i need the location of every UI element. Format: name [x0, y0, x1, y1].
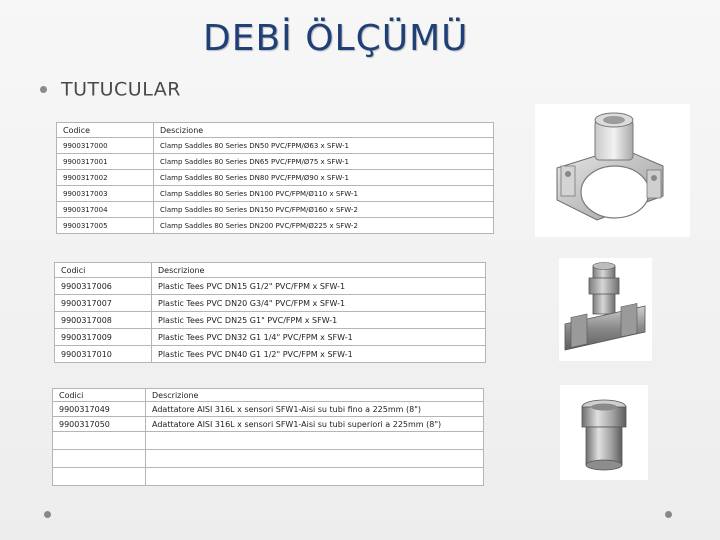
header-description: Descrizione [146, 389, 484, 402]
table-row-empty [53, 450, 484, 468]
table-row [55, 278, 486, 295]
cell-code: 9900317002 [57, 170, 154, 186]
cell-code: 9900317007 [55, 295, 152, 312]
header-code: Codice [57, 123, 154, 138]
bullet-dot-icon [40, 86, 47, 93]
bullet-item [40, 78, 181, 101]
table-row-empty [53, 468, 484, 486]
cell-description: Plastic Tees PVC DN15 G1/2" PVC/FPM x SFW-1 [152, 278, 486, 295]
cell-code: 9900317008 [55, 312, 152, 329]
table-row [53, 417, 484, 432]
cell-empty [146, 468, 484, 486]
table-row [55, 312, 486, 329]
plastic-tees-table [54, 262, 486, 363]
adapters-table [52, 388, 484, 486]
cell-description: Clamp Saddles 80 Series DN150 PVC/FPM/Ø160 x SFW-2 [154, 202, 494, 218]
header-description: Descrizione [152, 263, 486, 278]
cell-description: Clamp Saddles 80 Series DN80 PVC/FPM/Ø90 x SFW-1 [154, 170, 494, 186]
adapter-image [560, 385, 648, 480]
table-row [55, 329, 486, 346]
plastic-tee-image [559, 258, 652, 361]
cell-code: 9900317050 [53, 417, 146, 432]
cell-code: 9900317049 [53, 402, 146, 417]
cell-code: 9900317009 [55, 329, 152, 346]
cell-description: Clamp Saddles 80 Series DN200 PVC/FPM/Ø225 x SFW-2 [154, 218, 494, 234]
cell-code: 9900317010 [55, 346, 152, 363]
table-header-row [55, 263, 486, 278]
table-row [57, 170, 494, 186]
table-header-row [57, 123, 494, 138]
header-code: Codici [55, 263, 152, 278]
table-row [57, 202, 494, 218]
cell-description: Plastic Tees PVC DN32 G1 1/4" PVC/FPM x SFW-1 [152, 329, 486, 346]
cell-description: Plastic Tees PVC DN40 G1 1/2" PVC/FPM x SFW-1 [152, 346, 486, 363]
cell-code: 9900317004 [57, 202, 154, 218]
cell-description: Plastic Tees PVC DN20 G3/4" PVC/FPM x SFW-1 [152, 295, 486, 312]
slide-dot-left-icon [44, 511, 51, 518]
cell-description: Clamp Saddles 80 Series DN100 PVC/FPM/Ø110 x SFW-1 [154, 186, 494, 202]
bullet-text: TUTUCULAR [61, 78, 181, 101]
cell-description: Clamp Saddles 80 Series DN65 PVC/FPM/Ø75 x SFW-1 [154, 154, 494, 170]
cell-description: Adattatore AISI 316L x sensori SFW1-Aisi su tubi fino a 225mm (8") [146, 402, 484, 417]
clamp-saddle-image [535, 104, 690, 237]
cell-empty [53, 432, 146, 450]
table-header-row [53, 389, 484, 402]
cell-description: Plastic Tees PVC DN25 G1" PVC/FPM x SFW-1 [152, 312, 486, 329]
cell-description: Adattatore AISI 316L x sensori SFW1-Aisi su tubi superiori a 225mm (8") [146, 417, 484, 432]
cell-code: 9900317000 [57, 138, 154, 154]
cell-empty [53, 450, 146, 468]
cell-empty [53, 468, 146, 486]
table-row [55, 295, 486, 312]
cell-code: 9900317006 [55, 278, 152, 295]
table-row [57, 218, 494, 234]
cell-empty [146, 432, 484, 450]
cell-code: 9900317005 [57, 218, 154, 234]
header-code: Codici [53, 389, 146, 402]
slide-dot-right-icon [665, 511, 672, 518]
header-description: Descizione [154, 123, 494, 138]
page-title: DEBİ ÖLÇÜMÜ [203, 18, 469, 59]
table-row-empty [53, 432, 484, 450]
table-row [57, 154, 494, 170]
table-row [57, 186, 494, 202]
cell-code: 9900317001 [57, 154, 154, 170]
table-row [53, 402, 484, 417]
clamp-saddles-table [56, 122, 494, 234]
cell-code: 9900317003 [57, 186, 154, 202]
table-row [57, 138, 494, 154]
cell-description: Clamp Saddles 80 Series DN50 PVC/FPM/Ø63 x SFW-1 [154, 138, 494, 154]
table-row [55, 346, 486, 363]
cell-empty [146, 450, 484, 468]
